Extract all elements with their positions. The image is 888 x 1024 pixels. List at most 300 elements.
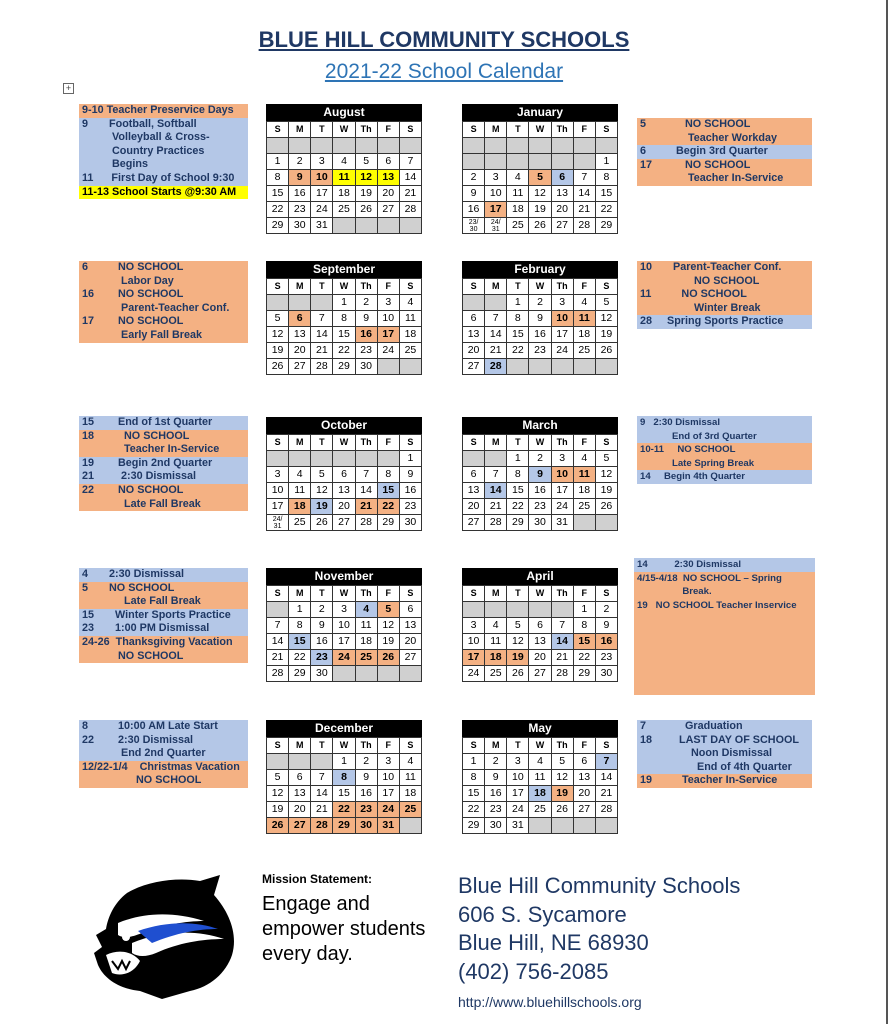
day-cell: 5	[311, 467, 333, 483]
day-cell: 2	[355, 295, 377, 311]
empty-day-cell	[507, 602, 529, 618]
events-may	[637, 720, 812, 788]
day-cell: 11	[573, 311, 595, 327]
day-cell: 22	[377, 499, 399, 515]
day-cell: 25	[399, 802, 421, 818]
day-cell: 13	[551, 186, 573, 202]
day-cell: 20	[463, 343, 485, 359]
day-cell: 19	[377, 634, 399, 650]
event-line: NO SCHOOL	[637, 275, 812, 289]
empty-day-cell	[485, 295, 507, 311]
day-cell: 18	[573, 483, 595, 499]
day-cell: 23	[311, 650, 333, 666]
day-cell: 31	[551, 515, 573, 531]
day-cell: 14	[551, 634, 573, 650]
month-grid	[266, 278, 422, 375]
day-cell: 17	[551, 483, 573, 499]
month-grid	[266, 585, 422, 682]
event-line: 22 2:30 Dismissal	[79, 734, 248, 748]
day-cell: 13	[529, 634, 551, 650]
weekday-header: T	[507, 122, 529, 138]
day-cell: 14	[311, 327, 333, 343]
week-row	[463, 483, 618, 499]
weekday-header: M	[289, 586, 311, 602]
day-cell: 9	[399, 467, 421, 483]
weekday-header: S	[595, 122, 617, 138]
event-line: 8 10:00 AM Late Start	[79, 720, 248, 734]
empty-day-cell	[529, 154, 551, 170]
day-cell: 29	[333, 359, 355, 375]
day-cell: 3	[377, 754, 399, 770]
day-cell: 28	[355, 515, 377, 531]
day-cell: 7	[399, 154, 421, 170]
day-cell: 13	[463, 483, 485, 499]
day-cell: 22	[463, 802, 485, 818]
day-cell: 17	[311, 186, 333, 202]
weekday-header: S	[267, 586, 289, 602]
calendar-may	[462, 720, 618, 834]
weekday-header: T	[507, 738, 529, 754]
weekday-header: F	[377, 738, 399, 754]
weekday-header: W	[333, 279, 355, 295]
empty-day-cell	[377, 138, 399, 154]
day-cell: 23	[355, 802, 377, 818]
weekday-header: F	[573, 738, 595, 754]
calendar-november	[266, 568, 422, 682]
street-address: 606 S. Sycamore	[458, 901, 627, 927]
calendar-august	[266, 104, 422, 234]
event-line: 7 Graduation	[637, 720, 812, 734]
day-cell: 29	[267, 218, 289, 234]
school-title: BLUE HILL COMMUNITY SCHOOLS	[258, 27, 630, 52]
day-cell: 12	[551, 770, 573, 786]
day-cell: 7	[551, 618, 573, 634]
day-cell: 12	[595, 311, 617, 327]
day-cell: 10	[551, 311, 573, 327]
month-grid	[266, 434, 422, 531]
event-line: Teacher In-Service	[637, 172, 812, 186]
day-cell: 26	[551, 802, 573, 818]
day-cell: 6	[529, 618, 551, 634]
empty-day-cell	[595, 515, 617, 531]
empty-day-cell	[377, 218, 399, 234]
day-cell: 19	[529, 202, 551, 218]
day-cell: 22	[507, 499, 529, 515]
mission-statement	[262, 872, 432, 967]
day-cell: 23	[595, 650, 617, 666]
weekday-header: T	[311, 435, 333, 451]
day-cell: 28	[311, 359, 333, 375]
day-cell: 4	[573, 295, 595, 311]
day-cell: 27	[289, 359, 311, 375]
day-cell: 8	[333, 770, 355, 786]
empty-day-cell	[289, 295, 311, 311]
weekday-header: M	[289, 738, 311, 754]
weekday-header: W	[333, 435, 355, 451]
day-cell: 2	[595, 602, 617, 618]
empty-day-cell	[311, 138, 333, 154]
day-cell: 27	[551, 218, 573, 234]
day-cell: 12	[267, 786, 289, 802]
week-row	[267, 499, 422, 515]
day-cell: 24/ 31	[485, 218, 507, 234]
day-cell: 30	[289, 218, 311, 234]
day-cell: 1	[399, 451, 421, 467]
week-row	[267, 186, 422, 202]
event-line: Winter Break	[637, 302, 812, 316]
day-cell: 21	[551, 650, 573, 666]
weekday-header: S	[595, 279, 617, 295]
day-cell: 16	[529, 483, 551, 499]
weekday-header: W	[529, 279, 551, 295]
empty-day-cell	[529, 138, 551, 154]
week-row	[267, 295, 422, 311]
day-cell: 7	[573, 170, 595, 186]
weekday-header: F	[377, 122, 399, 138]
day-cell: 1	[463, 754, 485, 770]
day-cell: 24	[551, 343, 573, 359]
weekday-header: M	[485, 586, 507, 602]
event-line: 17 NO SCHOOL	[637, 159, 812, 173]
empty-day-cell	[573, 138, 595, 154]
event-line: 6 NO SCHOOL	[79, 261, 248, 275]
empty-day-cell	[399, 138, 421, 154]
day-cell: 21	[485, 343, 507, 359]
day-cell: 10	[377, 770, 399, 786]
empty-day-cell	[551, 138, 573, 154]
day-cell: 3	[551, 451, 573, 467]
day-cell: 17	[551, 327, 573, 343]
day-cell: 15	[507, 327, 529, 343]
day-cell: 1	[507, 295, 529, 311]
weekday-header: T	[507, 279, 529, 295]
weekday-header: M	[485, 435, 507, 451]
weekday-header: M	[289, 279, 311, 295]
event-line: 10-11 NO SCHOOL	[637, 443, 812, 457]
day-cell: 19	[595, 327, 617, 343]
weekday-header: S	[463, 279, 485, 295]
day-cell: 18	[333, 186, 355, 202]
weekday-header: M	[485, 279, 507, 295]
events-august	[79, 104, 248, 199]
week-row	[267, 802, 422, 818]
day-cell: 9	[311, 618, 333, 634]
weekday-header: S	[463, 738, 485, 754]
day-cell: 11	[485, 634, 507, 650]
day-cell: 2	[485, 754, 507, 770]
day-cell: 22	[289, 650, 311, 666]
day-cell: 7	[311, 311, 333, 327]
week-row	[267, 359, 422, 375]
day-cell: 25	[573, 343, 595, 359]
day-cell: 29	[289, 666, 311, 682]
day-cell: 27	[529, 666, 551, 682]
week-row	[267, 515, 422, 531]
day-cell: 22	[267, 202, 289, 218]
day-cell: 1	[267, 154, 289, 170]
weekday-header: W	[529, 738, 551, 754]
empty-day-cell	[399, 666, 421, 682]
day-cell: 8	[463, 770, 485, 786]
empty-day-cell	[399, 818, 421, 834]
day-cell: 18	[573, 327, 595, 343]
day-cell: 16	[485, 786, 507, 802]
empty-day-cell	[573, 515, 595, 531]
day-cell: 14	[355, 483, 377, 499]
day-cell: 8	[573, 618, 595, 634]
weekday-header: S	[399, 738, 421, 754]
day-cell: 10	[377, 311, 399, 327]
empty-day-cell	[507, 154, 529, 170]
day-cell: 3	[377, 295, 399, 311]
empty-day-cell	[399, 359, 421, 375]
day-cell: 1	[573, 602, 595, 618]
day-cell: 12	[507, 634, 529, 650]
day-cell: 10	[463, 634, 485, 650]
weekday-header: Th	[355, 738, 377, 754]
day-cell: 28	[595, 802, 617, 818]
event-line: 28 Spring Sports Practice	[637, 315, 812, 329]
day-cell: 17	[377, 786, 399, 802]
event-line: 10 Parent-Teacher Conf.	[637, 261, 812, 275]
week-row	[463, 754, 618, 770]
event-line: 21 2:30 Dismissal	[79, 470, 248, 484]
day-cell: 18	[289, 499, 311, 515]
weekday-header: S	[267, 279, 289, 295]
day-cell: 13	[573, 770, 595, 786]
empty-day-cell	[551, 818, 573, 834]
week-row	[463, 818, 618, 834]
empty-day-cell	[463, 451, 485, 467]
day-cell: 2	[529, 451, 551, 467]
month-header: April	[462, 568, 618, 585]
day-cell: 24	[463, 666, 485, 682]
week-row	[267, 770, 422, 786]
week-row	[463, 650, 618, 666]
week-row	[463, 467, 618, 483]
week-row	[267, 818, 422, 834]
week-row	[267, 786, 422, 802]
weekday-header: S	[399, 586, 421, 602]
day-cell: 25	[333, 202, 355, 218]
weekday-header: S	[463, 122, 485, 138]
empty-day-cell	[267, 451, 289, 467]
event-line: 18 LAST DAY OF SCHOOL	[637, 734, 812, 748]
day-cell: 6	[573, 754, 595, 770]
day-cell: 15	[377, 483, 399, 499]
day-cell: 17	[507, 786, 529, 802]
day-cell: 15	[573, 634, 595, 650]
empty-day-cell	[551, 602, 573, 618]
day-cell: 11	[333, 170, 355, 186]
weekday-header: T	[507, 586, 529, 602]
day-cell: 11	[529, 770, 551, 786]
weekday-header: F	[377, 435, 399, 451]
day-cell: 25	[529, 802, 551, 818]
week-row	[267, 634, 422, 650]
day-cell: 1	[333, 295, 355, 311]
month-header: February	[462, 261, 618, 278]
day-cell: 23	[289, 202, 311, 218]
day-cell: 1	[507, 451, 529, 467]
day-cell: 11	[355, 618, 377, 634]
calendar-september	[266, 261, 422, 375]
week-row	[267, 483, 422, 499]
week-row	[267, 754, 422, 770]
day-cell: 16	[529, 327, 551, 343]
day-cell: 6	[399, 602, 421, 618]
event-line: 9 2:30 Dismissal	[637, 416, 812, 430]
events-october	[79, 416, 248, 511]
day-cell: 4	[355, 602, 377, 618]
day-cell: 5	[595, 295, 617, 311]
day-cell: 22	[573, 650, 595, 666]
week-row	[267, 138, 422, 154]
day-cell: 29	[507, 515, 529, 531]
event-line: 12/22-1/4 Christmas Vacation	[79, 761, 248, 775]
events-december	[79, 720, 248, 788]
calendar-february	[462, 261, 618, 375]
day-cell: 16	[595, 634, 617, 650]
day-cell: 19	[595, 483, 617, 499]
week-row	[267, 666, 422, 682]
day-cell: 29	[377, 515, 399, 531]
events-january	[637, 118, 812, 186]
week-row	[463, 802, 618, 818]
day-cell: 9	[463, 186, 485, 202]
weekday-header: F	[573, 435, 595, 451]
day-cell: 6	[289, 311, 311, 327]
event-line: 17 NO SCHOOL	[79, 315, 248, 329]
day-cell: 8	[267, 170, 289, 186]
event-line: 11 First Day of School 9:30	[79, 172, 248, 186]
month-grid	[266, 121, 422, 234]
day-cell: 5	[355, 154, 377, 170]
event-line: Labor Day	[79, 275, 248, 289]
website-link[interactable]: http://www.bluehillschools.org	[458, 994, 642, 1010]
weekday-header: W	[333, 122, 355, 138]
day-cell: 20	[377, 186, 399, 202]
event-line: 4/15-4/18 NO SCHOOL – Spring	[637, 572, 782, 584]
day-cell: 2	[463, 170, 485, 186]
day-cell: 15	[463, 786, 485, 802]
weekday-header: Th	[551, 586, 573, 602]
empty-day-cell	[573, 818, 595, 834]
day-cell: 18	[485, 650, 507, 666]
day-cell: 6	[551, 170, 573, 186]
events-april	[634, 558, 815, 695]
week-row	[267, 467, 422, 483]
day-cell: 21	[311, 343, 333, 359]
day-cell: 10	[333, 618, 355, 634]
day-cell: 11	[399, 311, 421, 327]
day-cell: 11	[289, 483, 311, 499]
event-line: 19 NO SCHOOL Teacher Inservice	[637, 599, 797, 611]
week-row	[267, 451, 422, 467]
weekday-header: Th	[551, 435, 573, 451]
empty-day-cell	[485, 154, 507, 170]
day-cell: 25	[289, 515, 311, 531]
day-cell: 25	[355, 650, 377, 666]
day-cell: 28	[485, 515, 507, 531]
day-cell: 23	[485, 802, 507, 818]
week-row	[463, 186, 618, 202]
month-header: December	[266, 720, 422, 737]
month-header: October	[266, 417, 422, 434]
event-line: NO SCHOOL	[79, 650, 248, 664]
event-line: 9 Football, Softball	[79, 118, 248, 132]
week-row	[463, 154, 618, 170]
week-row	[267, 618, 422, 634]
event-line: 15 Winter Sports Practice	[79, 609, 248, 623]
day-cell: 24	[377, 343, 399, 359]
day-cell: 6	[463, 467, 485, 483]
day-cell: 15	[333, 327, 355, 343]
day-cell: 6	[463, 311, 485, 327]
month-header: January	[462, 104, 618, 121]
day-cell: 30	[595, 666, 617, 682]
empty-day-cell	[595, 359, 617, 375]
day-cell: 14	[573, 186, 595, 202]
day-cell: 23/ 30	[463, 218, 485, 234]
table-move-handle-icon[interactable]: +	[63, 83, 74, 94]
empty-day-cell	[529, 602, 551, 618]
day-cell: 6	[333, 467, 355, 483]
day-cell: 28	[573, 218, 595, 234]
day-cell: 30	[529, 515, 551, 531]
day-cell: 21	[573, 202, 595, 218]
event-line: 23 1:00 PM Dismissal	[79, 622, 248, 636]
empty-day-cell	[377, 359, 399, 375]
day-cell: 4	[399, 295, 421, 311]
day-cell: 8	[333, 311, 355, 327]
day-cell: 10	[267, 483, 289, 499]
month-header: September	[266, 261, 422, 278]
day-cell: 20	[463, 499, 485, 515]
day-cell: 7	[485, 311, 507, 327]
day-cell: 21	[485, 499, 507, 515]
weekday-header: M	[485, 122, 507, 138]
weekday-header: T	[311, 738, 333, 754]
day-cell: 13	[463, 327, 485, 343]
event-line: 19 Begin 2nd Quarter	[79, 457, 248, 471]
week-row	[463, 634, 618, 650]
day-cell: 19	[267, 802, 289, 818]
month-grid	[462, 278, 618, 375]
day-cell: 24	[311, 202, 333, 218]
empty-day-cell	[551, 154, 573, 170]
day-cell: 24	[333, 650, 355, 666]
calendar-march	[462, 417, 618, 531]
day-cell: 16	[289, 186, 311, 202]
mission-heading: Mission Statement:	[262, 872, 373, 886]
week-row	[267, 170, 422, 186]
empty-day-cell	[485, 602, 507, 618]
empty-day-cell	[377, 451, 399, 467]
day-cell: 4	[399, 754, 421, 770]
day-cell: 26	[377, 650, 399, 666]
weekday-header: W	[529, 435, 551, 451]
day-cell: 15	[333, 786, 355, 802]
day-cell: 2	[289, 154, 311, 170]
day-cell: 12	[311, 483, 333, 499]
day-cell: 5	[529, 170, 551, 186]
day-cell: 6	[289, 770, 311, 786]
week-row	[463, 359, 618, 375]
day-cell: 4	[529, 754, 551, 770]
day-cell: 18	[529, 786, 551, 802]
week-row	[267, 327, 422, 343]
